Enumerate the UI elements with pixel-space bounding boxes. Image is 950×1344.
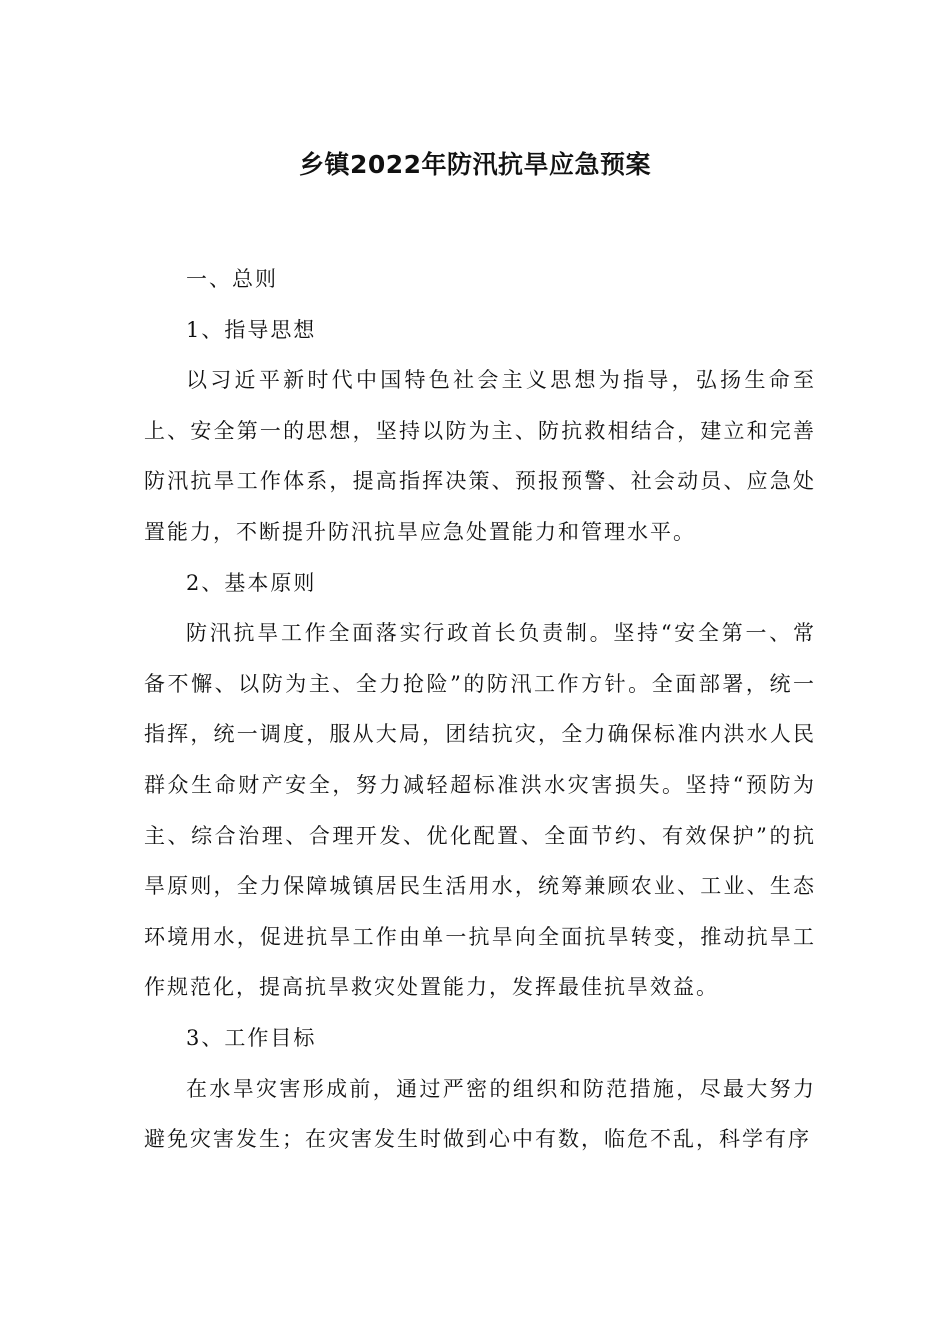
paragraph-basic-principles: 防汛抗旱工作全面落实行政首长负责制。坚持“安全第一、常备不懈、以防为主、全力抢险”的防汛工作方针。全面部署，统一指挥，统一调度，服从大局，团结抗灾，全力确保标准内洪水人民群众生命财产安全，努力减轻超标准洪水灾害损失。坚持“预防为主、综合治理、合理开发、优化配置、全面节约、有效保护”的抗旱原则，全力保障城镇居民生活用水，统筹兼顾农业、工业、生态环境用水，促进抗旱工作由单一抗旱向全面抗旱转变，推动抗旱工作规范化，提高抗旱救灾处置能力，发挥最佳抗旱效益。 [144,621,816,1000]
subheading-guiding-ideology: 1、指导思想 [186,317,317,342]
subheading-basic-principles: 2、基本原则 [186,570,317,595]
subheading-work-goals: 3、工作目标 [186,1025,317,1050]
document-title: 乡镇2022年防汛抗旱应急预案 [298,150,652,179]
paragraph-guiding-ideology: 以习近平新时代中国特色社会主义思想为指导，弘扬生命至上、安全第一的思想，坚持以防为主、防抗救相结合，建立和完善防汛抗旱工作体系，提高指挥决策、预报预警、社会动员、应急处置能力，不断提升防汛抗旱应急处置能力和管理水平。 [144,368,816,544]
paragraph-work-goals: 在水旱灾害形成前，通过严密的组织和防范措施，尽最大努力避免灾害发生；在灾害发生时做到心中有数，临危不乱，科学有序 [144,1076,816,1152]
section-heading-general: 一、总则 [186,267,278,291]
document-body [144,254,816,1165]
